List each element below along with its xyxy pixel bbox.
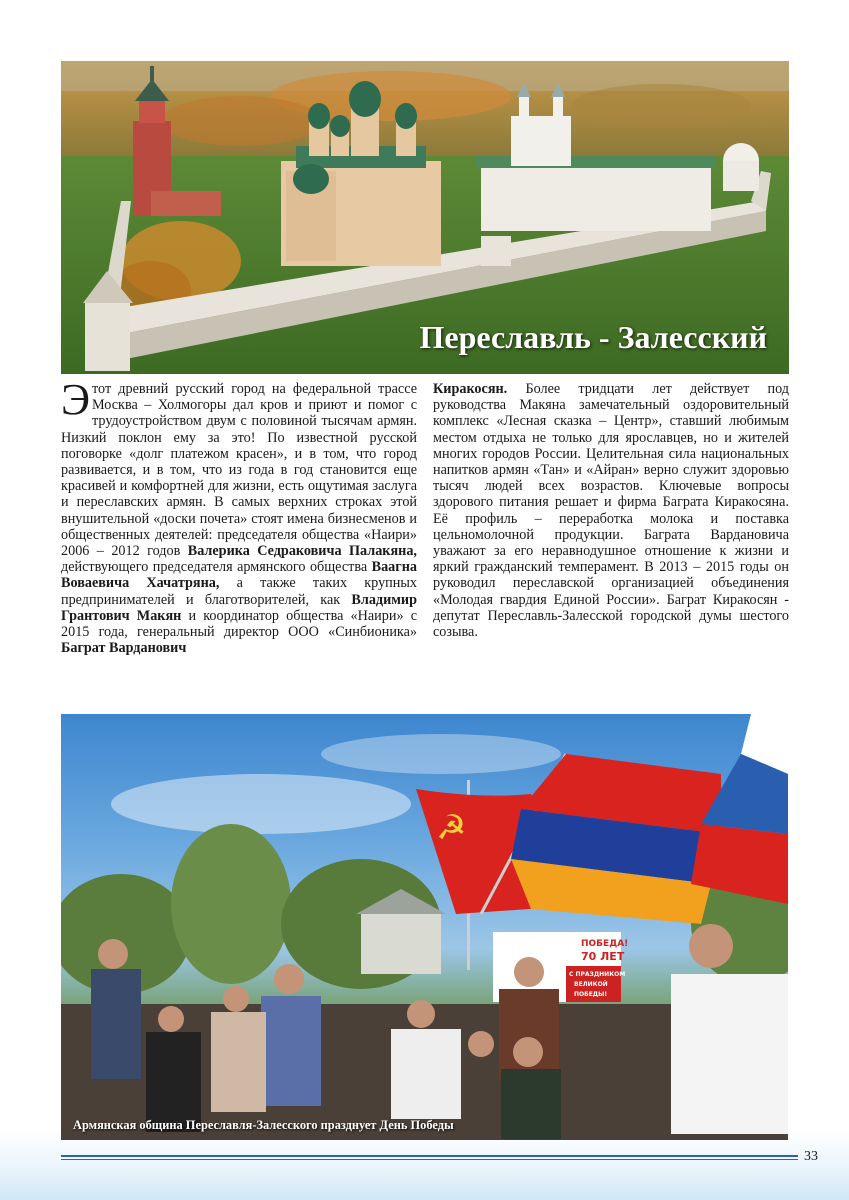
- page-background: [0, 1130, 849, 1200]
- banner-line: 70 ЛЕТ: [581, 950, 625, 963]
- article-paragraph: [433, 381, 789, 640]
- banner-line: ВЕЛИКОЙ: [574, 981, 608, 988]
- photo-title: Переславль - Залесский: [419, 319, 767, 355]
- victory-day-photo: [61, 714, 788, 1140]
- text-run: Более тридцати лет действует под руководства Макяна замечательный оздоровительный комплекс «Лесная сказка – Центр», ставший любимым местом отдыха не только для ярославцев, но и жителей многих городов России. Целительная сила национальных напитков армян «Тан» и «Айран» верно служит здоровью тысяч людей всех возрастов. Ключевые вопросы здорового питания решает и фирма Баграта Киракосяна. Её профиль – переработка молока и поставка цельномолочной продукции. Баграта Вардановича уважают за его неравнодушное отношение к жизни и яркий гражданский темперамент. В 2013 – 2015 годы он руководил переславской организацией объединения «Молодая гвардия Единой России». Баграт Киракосян - депутат Переславль-Залесской городской думы шестого созыва.: [433, 381, 789, 641]
- banner-line: С ПРАЗДНИКОМ: [569, 971, 626, 978]
- footer-rule: [61, 1155, 798, 1160]
- page-number: 33: [804, 1149, 818, 1164]
- banner-line: ПОБЕДЫ!: [574, 991, 608, 998]
- dropcap: Э: [61, 375, 91, 424]
- photo-caption: Армянская община Переславля-Залесского празднует День Победы: [73, 1118, 454, 1132]
- person-name: Владимир Грантович Макян: [61, 591, 417, 624]
- person-name: Ваагна Вовaевича Хачатряна,: [61, 559, 417, 592]
- monastery-aerial-photo: [61, 61, 789, 374]
- text-run: а также таких крупных предпринимателей и благотворителей, как: [61, 575, 417, 608]
- text-run: и координатор общества «Наири» с 2015 года, генеральный директор ООО «Синбионика»: [61, 607, 417, 641]
- person-name: Баграт Варданович: [61, 640, 187, 657]
- text-run: тот древний русский город на федеральной трассе Москва – Холмогоры дал кров и приют и помог с трудоустройством двум с половиной тысячам армян. Низкий поклон ему за это! По известной русской поговорке «долг платежом красен», и в том, что город развивается, и в том, что из года в год становится еще красивей и комфортней для жизни, есть ощутимая заслуга и переславских армян. В самых верхних строках этой внушительной «доски почета» стоят имена бизнесменов и общественных деятелей: председателя общества «Наири» 2006 – 2012 годов: [61, 381, 417, 560]
- article-right-column: [433, 381, 789, 640]
- article-paragraph: [61, 375, 417, 657]
- victory-day-illustration: [61, 714, 788, 1140]
- svg-text:☭: ☭: [436, 808, 467, 848]
- banner-line: ПОБЕДА!: [581, 939, 629, 949]
- article-left-column: [61, 375, 417, 657]
- text-run: действующего председателя армянского общества: [61, 559, 372, 576]
- person-name: Валерика Седраковича Палакяна,: [187, 543, 417, 560]
- person-name: Киракосян.: [433, 381, 508, 397]
